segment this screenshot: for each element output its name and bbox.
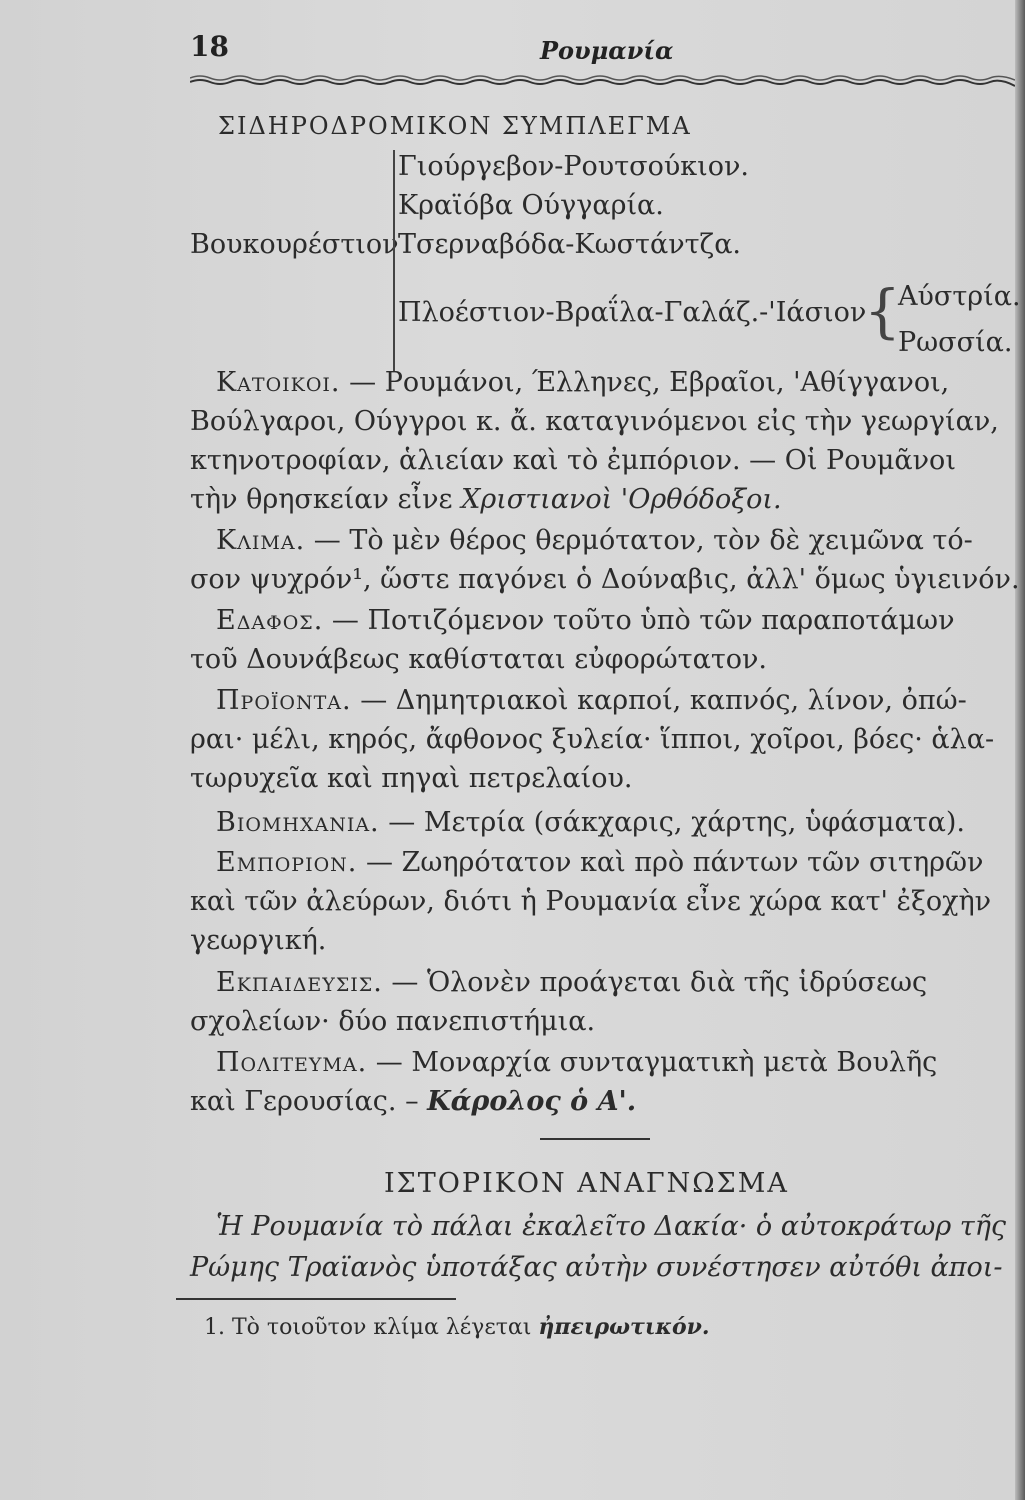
klima-line-2: σον ψυχρόν¹, ὥστε παγόνει ὁ Δούναβις, ἀλλ' ὅμως ὑγιεινόν. (190, 564, 1020, 595)
katoikoi-line-1: — Ρουμάνοι, Έλληνες, Εβραῖοι, 'Αθίγγανοι, (349, 367, 950, 398)
proionta-first-line (216, 684, 967, 718)
edafos-line-2: τοῦ Δουνάβεως καθίσταται εὐφορώτατον. (190, 644, 768, 675)
emporion-line-2: καὶ τῶν ἀλεύρων, διότι ἡ Ρουμανία εἶνε χώρα κατ' ἐξοχὴν (190, 886, 992, 917)
destination-russia: Ρωσσία. (898, 327, 1013, 358)
emporion-line-1: — Ζωηρότατον καὶ πρὸ πάντων τῶν σιτηρῶν (365, 847, 984, 878)
politevma-line-2-wrap (190, 1085, 636, 1119)
history-line-1: Ἡ Ρουμανία τὸ πάλαι ἐκαλεῖτο Δακία· ὁ αὐτοκράτωρ τῆς (216, 1211, 1007, 1242)
edafos-line-1: — Ποτιζόμενον τοῦτο ὑπὸ τῶν παραποτάμων (331, 605, 955, 636)
politevma-line-1: — Μοναρχία συνταγματικὴ μετὰ Βουλῆς (375, 1047, 938, 1078)
railway-route-3: Τσερναβόδα-Κωστάντζα. (398, 229, 742, 260)
footnote-text: Τὸ τοιοῦτον κλίμα λέγεται (232, 1315, 539, 1340)
politevma-first-line (216, 1046, 937, 1080)
footnote-number: 1. (204, 1315, 225, 1340)
viomichania-line (216, 806, 965, 840)
railway-hub: Βουκουρέστιον (190, 229, 399, 260)
destination-austria: Αύστρία. (898, 281, 1021, 312)
klima-label: Κλιμα. (216, 525, 306, 556)
proionta-label: Προϊοντα. (216, 685, 352, 716)
viomichania-label: Βιομηχανια. (216, 807, 380, 838)
ekpaidefsis-first-line (216, 966, 927, 1000)
katoikoi-line-4: τὴν θρησκείαν εἶνε (190, 484, 462, 515)
ekpaidefsis-line-1: — Ὁλονὲν προάγεται διὰ τῆς ἱδρύσεως (391, 967, 928, 998)
section-divider (540, 1138, 650, 1140)
history-line-2: Ρώμης Τραϊανὸς ὑποτάξας αὐτὴν συνέστησεν αὐτόθι ἀποι- (190, 1252, 1003, 1283)
page-edge-shadow (1015, 0, 1025, 1500)
politevma-label: Πολιτευμα. (216, 1047, 368, 1078)
klima-line-1: — Τὸ μὲν θέρος θερμότατον, τὸν δὲ χειμῶνα τό- (313, 525, 973, 556)
emporion-label: Εμποριον. (216, 847, 358, 878)
viomichania-line-1: — Μετρία (σάκχαρις, χάρτης, ὑφάσματα). (388, 807, 965, 838)
footnote-emphasis: ἠπειρωτικόν. (538, 1314, 710, 1340)
history-title: ΙΣΤΟΡΙΚΟΝ ΑΝΑΓΝΩΣΜΑ (384, 1168, 789, 1199)
katoikoi-religion: Χριστιανοὶ 'Ορθόδοξοι. (461, 484, 782, 515)
railway-section-title: ΣΙΔΗΡΟΔΡΟΜΙΚΟΝ ΣΥΜΠΛΕΓΜΑ (218, 112, 692, 140)
emporion-first-line (216, 846, 983, 880)
railway-bracket (393, 150, 395, 372)
railway-route-4: Πλοέστιον-Βραΐλα-Γαλάζ.-'Ιάσιον (398, 297, 867, 328)
page-number: 18 (190, 30, 229, 63)
katoikoi-line-2: Βούλγαροι, Ούγγροι κ. ἄ. καταγινόμενοι εἰς τὴν γεωργίαν, (190, 406, 999, 437)
proionta-line-1: — Δημητριακοὶ καρποί, καπνός, λίνον, ὀπώ- (360, 685, 967, 716)
footnote-rule (176, 1298, 456, 1300)
destination-brace: { (864, 277, 901, 345)
proionta-line-2: ραι· μέλι, κηρός, ἄφθονος ξυλεία· ἵπποι, χοῖροι, βόες· ἁλα- (190, 724, 995, 755)
klima-first-line (216, 524, 973, 558)
railway-route-1: Γιούργεβον-Ρουτσούκιον. (398, 151, 749, 182)
footnote (204, 1314, 710, 1340)
politevma-line-2: καὶ Γερουσίας. – (190, 1086, 428, 1117)
katoikoi-line-3: κτηνοτροφίαν, ἁλιείαν καὶ τὸ ἐμπόριον. — Οἱ Ρουμᾶνοι (190, 445, 956, 476)
politevma-ruler: Κάρολος ὁ Α'. (427, 1086, 637, 1117)
running-title: Ρουμανία (540, 36, 674, 65)
wavy-header-rule (190, 72, 1015, 94)
ekpaidefsis-label: Εκπαιδευσις. (216, 967, 383, 998)
railway-route-2: Κραϊόβα Ούγγαρία. (398, 190, 664, 221)
edafos-first-line (216, 604, 954, 638)
proionta-line-3: τωρυχεῖα καὶ πηγαὶ πετρελαίου. (190, 763, 633, 794)
katoikoi-label: Κατοικοι. (216, 367, 341, 398)
edafos-label: Εδαφος. (216, 605, 324, 636)
katoikoi-line-4-wrap (190, 483, 782, 517)
katoikoi-first-line (216, 366, 949, 400)
emporion-line-3: γεωργική. (190, 925, 327, 956)
ekpaidefsis-line-2: σχολείων· δύο πανεπιστήμια. (190, 1006, 596, 1037)
